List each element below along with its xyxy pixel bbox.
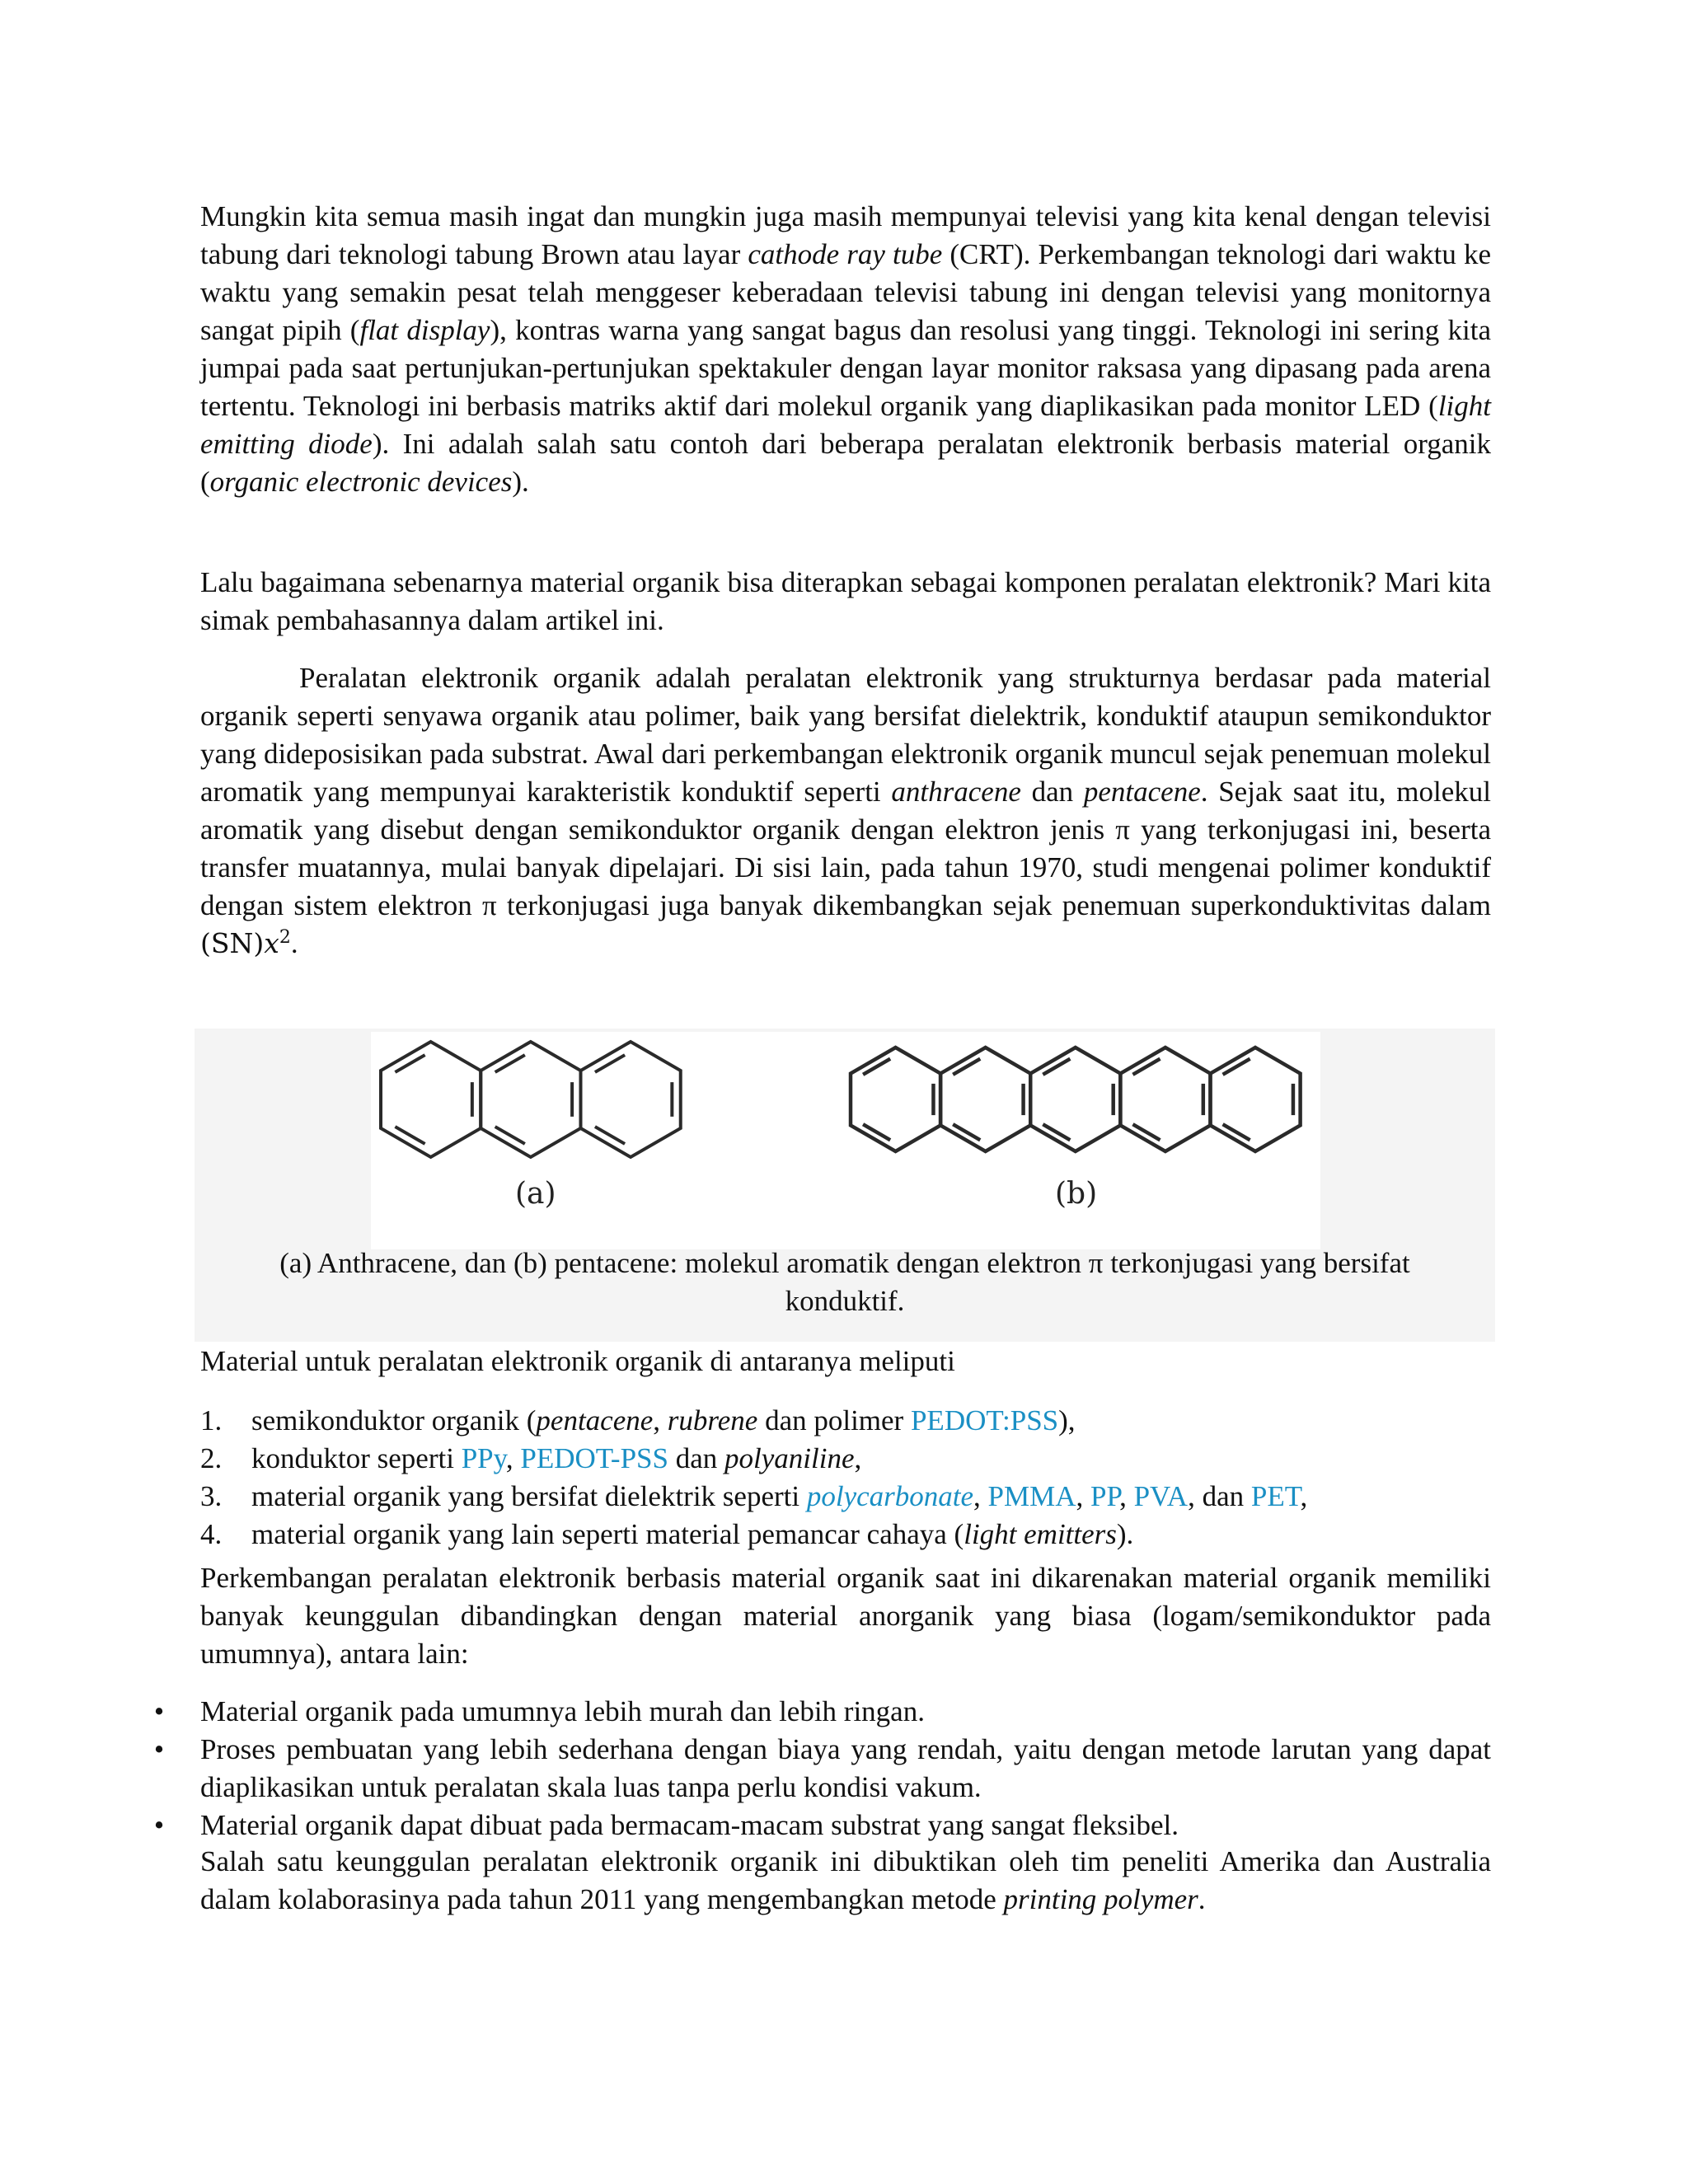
text-run: , [653,1404,668,1436]
list-number: 1. [200,1404,223,1436]
double-bond [953,1124,980,1140]
double-bond [495,1055,525,1072]
list-item [200,1516,1491,1554]
text-run: , [854,1442,862,1474]
text-run: , [1119,1480,1134,1512]
link-ppy[interactable]: PPy [461,1442,506,1474]
text-run: ). [1116,1518,1134,1550]
benzene-ring [1120,1047,1210,1151]
link-pedot-pss[interactable]: PEDOT:PSS [910,1404,1059,1436]
text-run: konduktor seperti [251,1442,462,1474]
text-run: , [505,1442,521,1474]
text-run: ), [1058,1404,1076,1436]
bullet-icon: • [153,1809,165,1841]
text-run: dan polimer [757,1404,911,1436]
paragraph-question: Lalu bagaimana sebenarnya material organik bisa diterapkan sebagai komponen peralatan elektronik? Mari kita simak pembahasannya dalam artikel ini. [200,566,1491,636]
italic-term: light emitting diode [200,390,1491,460]
double-bond [1043,1124,1070,1140]
figure [195,1029,1495,1342]
italic-term: polyaniline [724,1442,855,1474]
paragraph-printing-polymer [200,1843,1491,1919]
math-exponent: 2 [279,927,291,948]
text-run: dan [1020,776,1084,808]
italic-term: printing polymer [1003,1883,1198,1915]
bullet-icon: • [153,1695,165,1727]
double-bond [1223,1124,1250,1140]
list-number: 2. [200,1442,223,1474]
figure-caption: (a) Anthracene, dan (b) pentacene: molekul aromatik dengan elektron π terkonjugasi yang bersifat konduktif. [279,1247,1410,1317]
link-pmma[interactable]: PMMA [987,1480,1076,1512]
text-run: Peralatan elektronik organik adalah peralatan elektronik yang strukturnya berdasar pada material organik seperti senyawa organik atau polimer, baik yang bersifat dielektrik, konduktif ataupun semikonduktor yang dideposisikan pada substrat. Awal dari perkembangan elektronik organik muncul sejak penemuan molekul aromatik yang mempunyai karakteristik konduktif seperti [200,662,1491,808]
bullet-text: Proses pembuatan yang lebih sederhana dengan biaya yang rendah, yaitu dengan metode larutan yang dapat diaplikasikan untuk peralatan skala luas tanpa perlu kondisi vakum. [200,1733,1491,1803]
double-bond [953,1059,980,1075]
link-pedot-pss-2[interactable]: PEDOT-PSS [520,1442,668,1474]
list-item [200,1478,1491,1516]
benzene-ring [381,1042,481,1157]
list-item [200,1402,1491,1440]
math-formula [200,927,291,959]
italic-term: pentacene [1083,776,1201,808]
benzene-ring [481,1042,580,1157]
math-base: (SN) [200,927,265,959]
double-bond [395,1055,424,1072]
pentacene-structure [851,1047,1301,1151]
bullet-text: Material organik pada umumnya lebih murah dan lebih ringan. [200,1695,925,1727]
text-run: material organik yang lain seperti material pemancar cahaya ( [251,1518,964,1550]
list-item [200,1440,1491,1478]
link-pva[interactable]: PVA [1133,1480,1189,1512]
text-run: Mungkin kita semua masih ingat dan mungkin juga masih mempunyai televisi yang kita kenal dengan televisi tabung dari teknologi tabung Brown atau layar [200,200,1491,270]
figure-image [371,1032,1320,1249]
italic-term: light emitters [964,1518,1117,1550]
text-run: ). Ini adalah salah satu contoh dari beberapa peralatan elektronik berbasis material organik ( [200,428,1491,498]
bullet-list [153,1693,1491,1844]
text-run: ), kontras warna yang sangat bagus dan resolusi yang tinggi. Teknologi ini sering kita jumpai pada saat pertunjukan-pertunjukan spektakuler dengan layar monitor raksasa yang dipasang pada arena tertentu. Teknologi ini berbasis matriks aktif dari molekul organik yang diaplikasikan pada monitor LED ( [200,314,1491,422]
double-bond [595,1055,625,1072]
bullet-item [153,1807,1491,1844]
italic-term: rubrene [667,1404,758,1436]
text-run: ). [512,466,529,498]
bullet-item [153,1731,1491,1807]
figure-label-b: (b) [1055,1177,1098,1211]
paragraph-materials-intro: Material untuk peralatan elektronik organik di antaranya meliputi [200,1345,955,1377]
double-bond [395,1127,424,1144]
text-run: , [1076,1480,1091,1512]
benzene-ring [1210,1047,1300,1151]
double-bond [1132,1124,1160,1140]
double-bond [1223,1059,1250,1075]
benzene-ring [1030,1047,1120,1151]
text-run: (CRT). Perkembangan teknologi dari waktu ke waktu yang semakin pesat telah menggeser keberadaan televisi tabung ini dengan televisi yang monitornya sangat pipih ( [200,238,1491,346]
text-run: , dan [1188,1480,1251,1512]
italic-term: organic electronic devices [209,466,513,498]
bullet-item [153,1693,1491,1731]
benzene-ring [580,1042,680,1157]
molecule-diagram [371,1032,1320,1249]
italic-term: anthracene [891,776,1021,808]
text-run: . [1198,1883,1206,1915]
text-run: . Sejak saat itu, molekul aromatik yang disebut dengan semikonduktor organik dengan elektron jenis π yang terkonjugasi ini, beserta transfer muatannya, mulai banyak dipelajari. Di sisi lain, pada tahun 1970, studi mengenai polimer konduktif dengan sistem elektron π terkonjugasi juga banyak dikembangkan sejak penemuan superkonduktivitas dalam [200,776,1491,921]
double-bond [863,1059,890,1075]
italic-term: cathode ray tube [748,238,943,270]
italic-term: pentacene [536,1404,654,1436]
italic-term: flat display [359,314,490,346]
benzene-ring [851,1047,940,1151]
paragraph-definition [200,659,1491,963]
bullet-text: Material organik dapat dibuat pada bermacam-macam substrat yang sangat fleksibel. [200,1809,1179,1841]
math-variable: x [264,927,279,959]
list-number: 4. [200,1518,223,1550]
text-run: . [290,927,298,959]
paragraph-advantages-intro: Perkembangan peralatan elektronik berbasis material organik saat ini dikarenakan material organik memiliki banyak keunggulan dibandingkan dengan material anorganik yang biasa (logam/semikonduktor pada umumnya), antara lain: [200,1562,1491,1670]
text-run: semikonduktor organik ( [251,1404,537,1436]
text-run: Salah satu keunggulan peralatan elektronik organik ini dibuktikan oleh tim peneliti Amerika dan Australia dalam kolaborasinya pada tahun 2011 yang mengembangkan metode [200,1845,1491,1915]
double-bond [595,1127,625,1144]
list-number: 3. [200,1480,223,1512]
link-pet[interactable]: PET [1250,1480,1301,1512]
text-run: material organik yang bersifat dielektrik seperti [251,1480,807,1512]
text-run: dan [668,1442,725,1474]
benzene-ring [940,1047,1030,1151]
figure-label-a: (a) [515,1177,556,1211]
text-run: , [973,1480,988,1512]
paragraph-intro [200,198,1491,501]
text-run: , [1300,1480,1308,1512]
numbered-list [200,1402,1491,1554]
double-bond [495,1127,525,1144]
double-bond [863,1124,890,1140]
link-polycarbonate[interactable]: polycarbonate [806,1480,974,1512]
link-pp[interactable]: PP [1090,1480,1120,1512]
bullet-icon: • [153,1733,165,1765]
double-bond [1043,1059,1070,1075]
double-bond [1132,1059,1160,1075]
anthracene-structure [381,1042,681,1157]
